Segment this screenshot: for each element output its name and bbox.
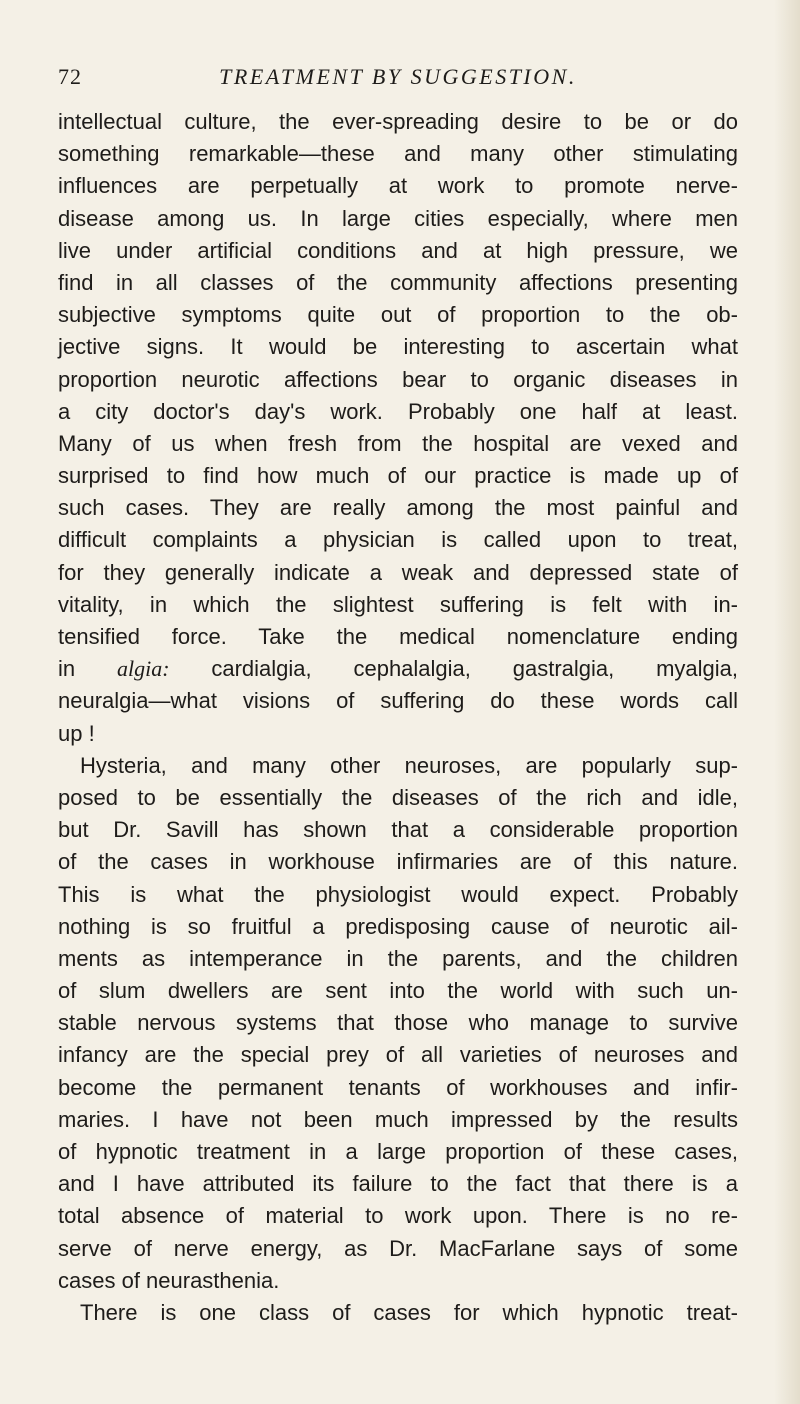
text-line-algia <box>58 653 738 685</box>
text-line: subjective symptoms quite out of proportion to the ob- <box>58 302 738 328</box>
paragraph-end-line: cases of neurasthenia. <box>58 1267 280 1293</box>
text-line: Many of us when fresh from the hospital are vexed and <box>58 430 738 456</box>
text-line: neuralgia—what visions of suffering do these words call <box>58 688 738 714</box>
text-line: of hypnotic treatment in a large proportion of these cases, <box>58 1139 738 1164</box>
body-text <box>58 106 738 1329</box>
text-line: jective signs. It would be interesting to ascertain what <box>58 334 738 360</box>
paragraph-start-line: There is one class of cases for which hypnotic treat- <box>80 1299 738 1325</box>
text-line: vitality, in which the slightest suffering is felt with in- <box>58 591 738 617</box>
page-number: 72 <box>58 64 82 89</box>
page-header <box>58 64 738 98</box>
text-line: intellectual culture, the ever-spreading desire to be or do <box>58 109 738 134</box>
text-line: serve of nerve energy, as Dr. MacFarlane says of some <box>58 1235 738 1261</box>
text-line: disease among us. In large cities especially, where men <box>58 205 738 231</box>
text-line: posed to be essentially the diseases of the rich and idle, <box>58 784 738 810</box>
text-line: and I have attributed its failure to the fact that there is a <box>58 1171 738 1197</box>
text-line: become the permanent tenants of workhouses and infir- <box>58 1074 738 1100</box>
text-line: total absence of material to work upon. There is no re- <box>58 1203 738 1229</box>
text-line: such cases. They are really among the most painful and <box>58 495 738 521</box>
text-line: of the cases in workhouse infirmaries are of this nature. <box>58 849 738 875</box>
text-line: nothing is so fruitful a predisposing cause of neurotic ail- <box>58 913 738 939</box>
text-line: a city doctor's day's work. Probably one half at least. <box>58 398 738 424</box>
text-line: surprised to find how much of our practice is made up of <box>58 463 738 489</box>
running-title: TREATMENT BY SUGGESTION. <box>219 64 577 89</box>
text-line: but Dr. Savill has shown that a considerable proportion <box>58 817 738 843</box>
text-line: for they generally indicate a weak and depressed state of <box>58 559 738 585</box>
text-line: proportion neurotic affections bear to organic diseases in <box>58 366 738 392</box>
text-line: infancy are the special prey of all varieties of neuroses and <box>58 1042 738 1068</box>
text-fragment: in <box>58 656 117 682</box>
text-fragment: cardialgia, cephalalgia, gastralgia, myalgia, <box>169 656 738 682</box>
text-line: tensified force. Take the medical nomenclature ending <box>58 624 738 649</box>
text-line: live under artificial conditions and at high pressure, we <box>58 237 738 263</box>
text-line: find in all classes of the community affections presenting <box>58 269 738 295</box>
page-edge-shadow <box>774 0 800 1404</box>
text-line: difficult complaints a physician is called upon to treat, <box>58 527 738 553</box>
italic-term: algia: <box>116 656 170 682</box>
text-line: maries. I have not been much impressed by the results <box>58 1106 738 1132</box>
paragraph-start-line: Hysteria, and many other neuroses, are popularly sup- <box>80 752 738 778</box>
text-line: something remarkable—these and many other stimulating <box>58 141 738 167</box>
text-line: influences are perpetually at work to promote nerve- <box>58 173 738 199</box>
paragraph-end-line: up ! <box>58 720 95 746</box>
text-line: of slum dwellers are sent into the world with such un- <box>58 978 738 1004</box>
text-line: ments as intemperance in the parents, and the children <box>58 945 738 971</box>
text-line: stable nervous systems that those who manage to survive <box>58 1010 738 1036</box>
text-line: This is what the physiologist would expect. Probably <box>58 881 738 907</box>
